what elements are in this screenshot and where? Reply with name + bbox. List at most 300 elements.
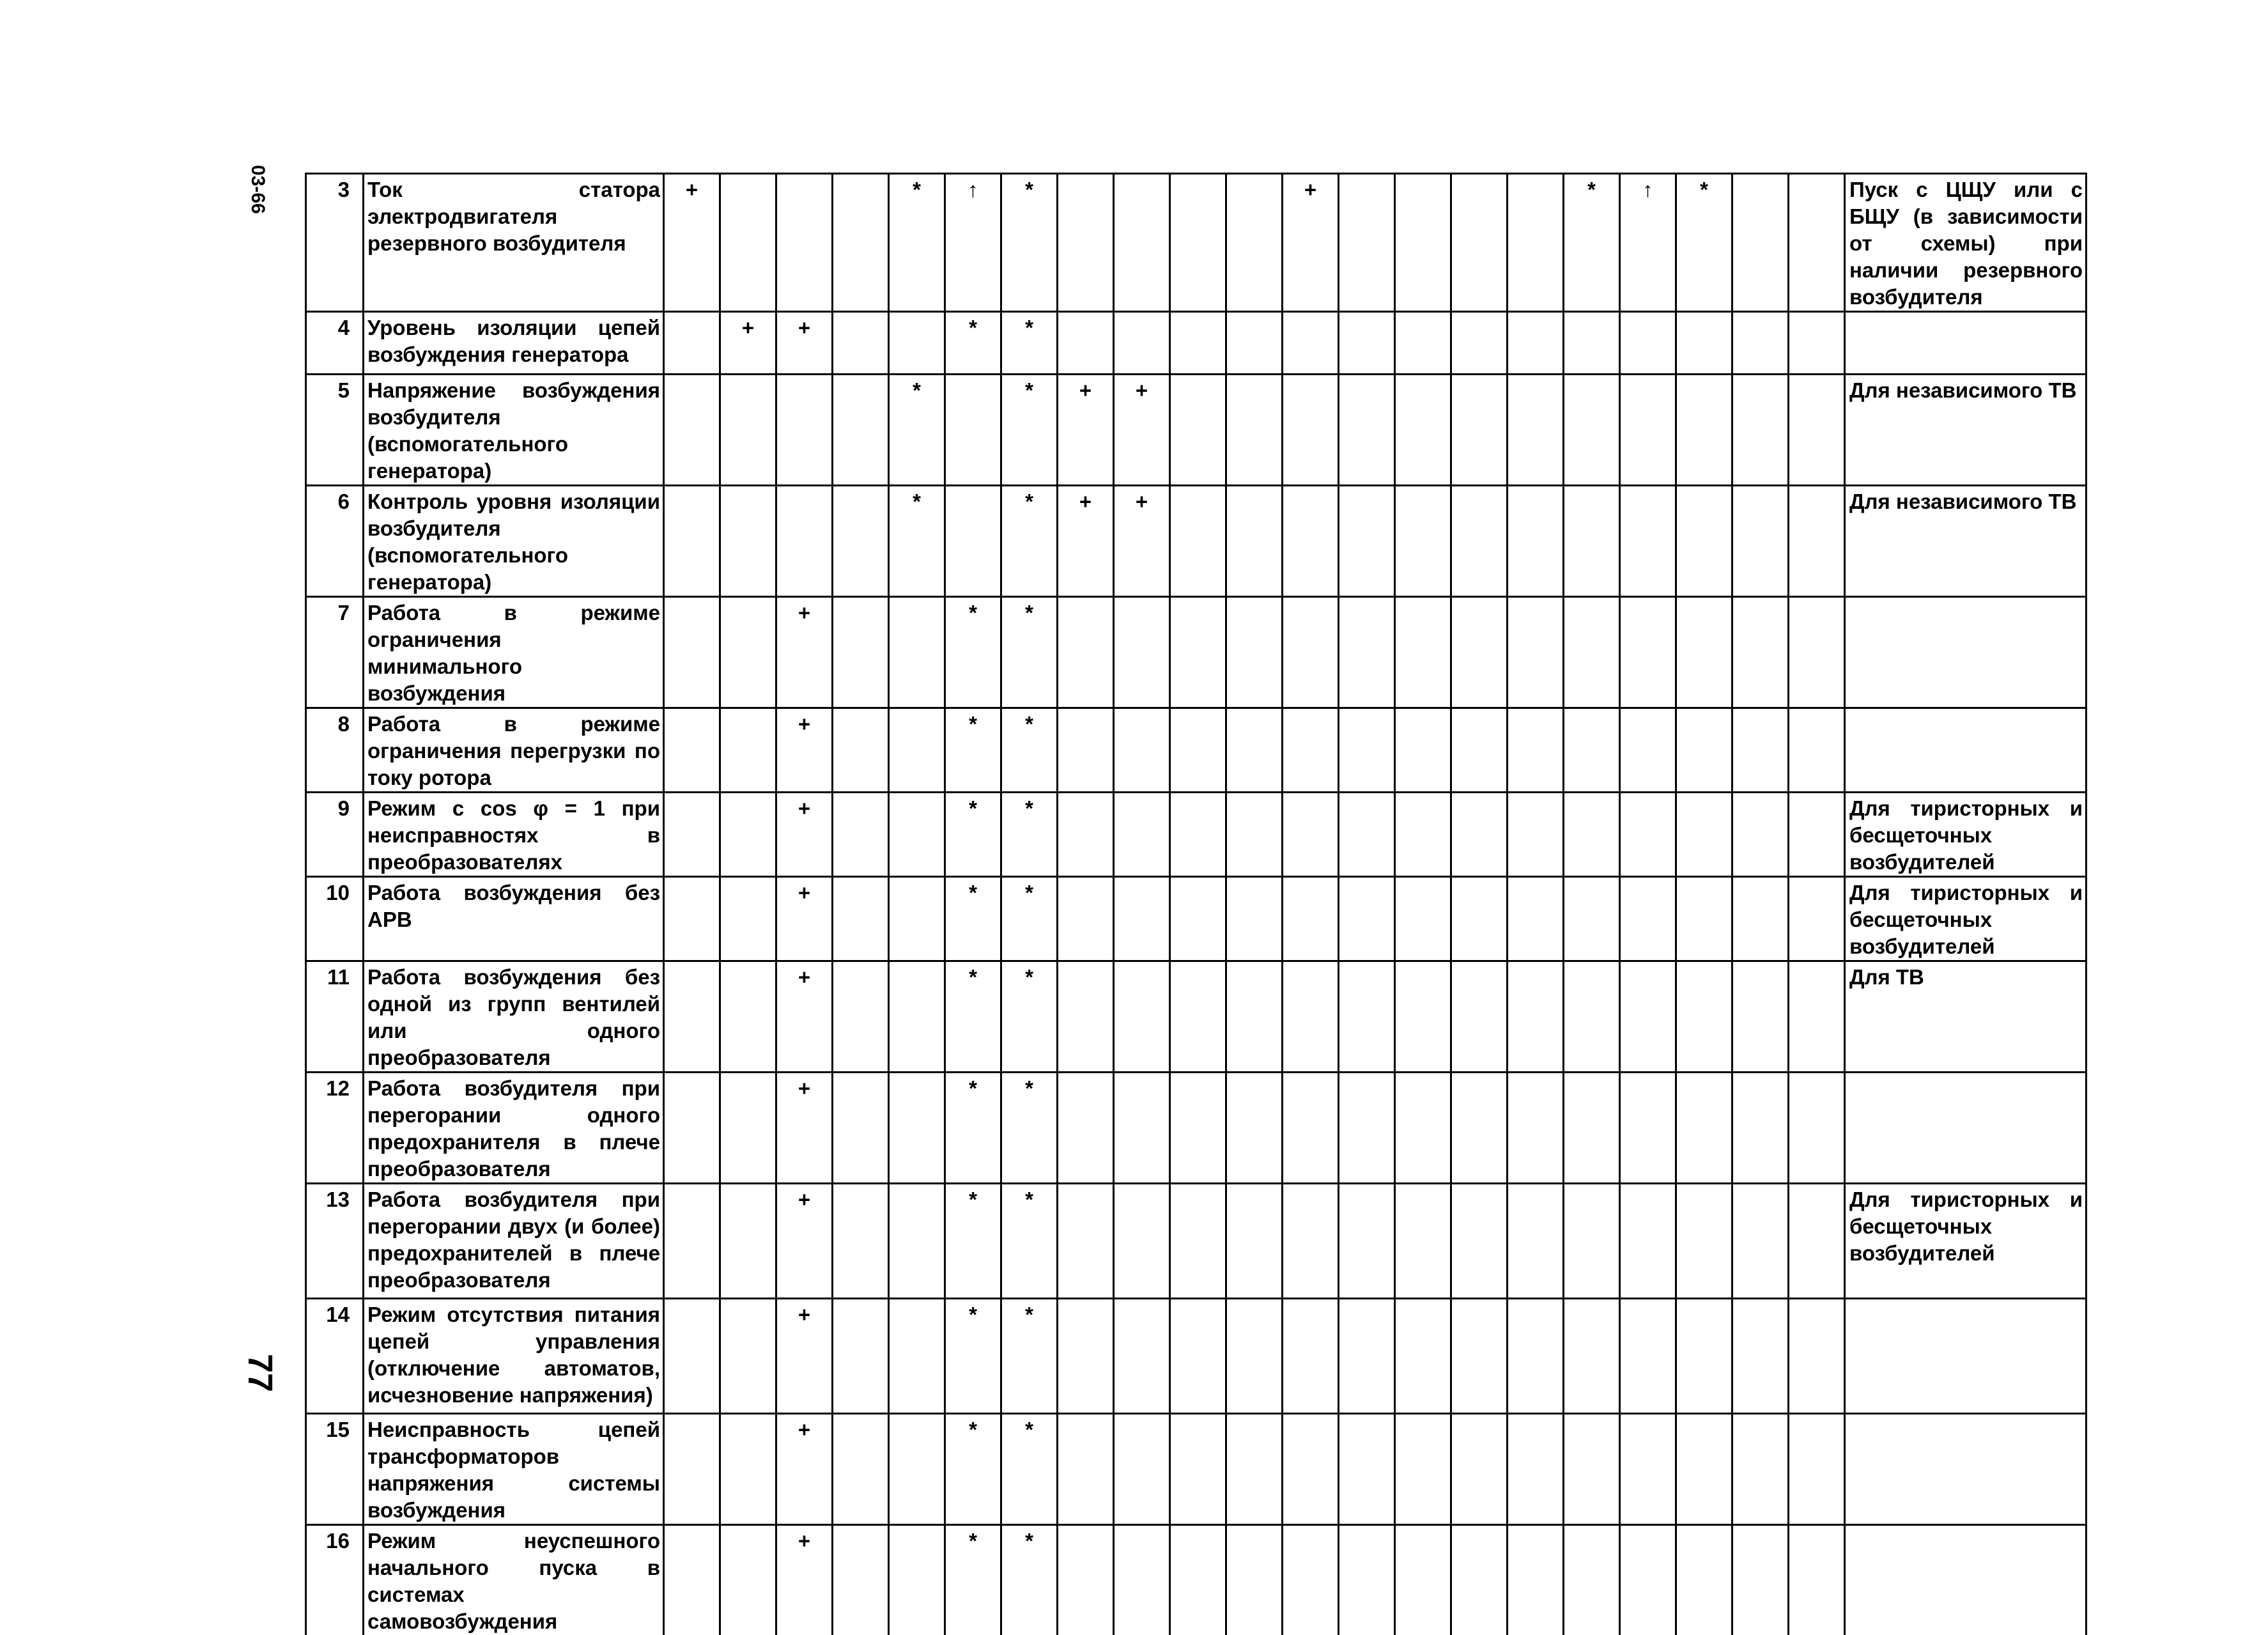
mark-cell xyxy=(1620,312,1676,375)
mark-cell xyxy=(1395,708,1451,793)
mark-cell xyxy=(833,312,889,375)
mark-cell xyxy=(1451,877,1508,961)
table-row xyxy=(306,1184,2087,1299)
mark-cell xyxy=(1170,961,1226,1073)
mark-cell: * xyxy=(1001,375,1058,486)
mark-cell xyxy=(720,961,776,1073)
mark-cell xyxy=(1508,793,1564,877)
mark-cell xyxy=(1676,312,1732,375)
mark-cell xyxy=(1789,375,1845,486)
mark-cell xyxy=(1283,1414,1339,1525)
mark-cell xyxy=(1339,1299,1395,1414)
mark-cell xyxy=(664,1073,720,1184)
mark-cell xyxy=(1564,877,1620,961)
mark-cell xyxy=(1114,708,1170,793)
mark-cell xyxy=(1451,375,1508,486)
mark-cell xyxy=(1114,1525,1170,1635)
mark-cell xyxy=(1732,1525,1789,1635)
mark-cell xyxy=(776,174,833,312)
mark-cell xyxy=(1676,486,1732,597)
mark-cell xyxy=(1564,375,1620,486)
mark-cell xyxy=(889,961,945,1073)
row-note: Для тиристорных и бесщеточных возбудителей xyxy=(1845,877,2087,961)
mark-cell xyxy=(1508,708,1564,793)
mark-cell xyxy=(1395,312,1451,375)
mark-cell: * xyxy=(945,1073,1001,1184)
mark-cell xyxy=(945,486,1001,597)
mark-cell xyxy=(776,375,833,486)
row-description: Неисправность цепей трансформаторов напряжения системы возбуждения xyxy=(364,1414,664,1525)
row-number: 5 xyxy=(306,375,364,486)
mark-cell: * xyxy=(1001,961,1058,1073)
mark-cell xyxy=(1451,1184,1508,1299)
mark-cell xyxy=(1170,708,1226,793)
mark-cell xyxy=(1058,877,1114,961)
mark-cell xyxy=(1789,312,1845,375)
mark-cell: * xyxy=(945,877,1001,961)
mark-cell xyxy=(1339,1184,1395,1299)
table-row xyxy=(306,1299,2087,1414)
mark-cell xyxy=(1395,877,1451,961)
mark-cell xyxy=(664,793,720,877)
mark-cell xyxy=(889,1299,945,1414)
mark-cell xyxy=(1283,597,1339,708)
table-body xyxy=(306,174,2087,1635)
mark-cell: ↑ xyxy=(1620,174,1676,312)
mark-cell xyxy=(1226,312,1283,375)
mark-cell xyxy=(664,877,720,961)
mark-cell xyxy=(1732,174,1789,312)
mark-cell xyxy=(1058,312,1114,375)
mark-cell: * xyxy=(1676,174,1732,312)
mark-cell: + xyxy=(1058,486,1114,597)
mark-cell xyxy=(1114,961,1170,1073)
mark-cell xyxy=(1395,793,1451,877)
mark-cell xyxy=(1789,1525,1845,1635)
mark-cell xyxy=(1676,877,1732,961)
mark-cell xyxy=(1226,1525,1283,1635)
mark-cell xyxy=(1451,1525,1508,1635)
mark-cell xyxy=(1620,1184,1676,1299)
mark-cell xyxy=(720,1299,776,1414)
mark-cell xyxy=(1339,793,1395,877)
mark-cell xyxy=(1339,1414,1395,1525)
row-description: Напряжение возбуждения возбудителя (вспомогательного генератора) xyxy=(364,375,664,486)
mark-cell xyxy=(1676,793,1732,877)
mark-cell xyxy=(776,486,833,597)
mark-cell: + xyxy=(1058,375,1114,486)
mark-cell xyxy=(889,1414,945,1525)
mark-cell xyxy=(1676,597,1732,708)
row-number: 11 xyxy=(306,961,364,1073)
mark-cell xyxy=(1676,1414,1732,1525)
mark-cell: * xyxy=(945,1184,1001,1299)
mark-cell xyxy=(945,375,1001,486)
mark-cell: + xyxy=(776,312,833,375)
mark-cell xyxy=(1170,375,1226,486)
mark-cell xyxy=(720,1525,776,1635)
mark-cell xyxy=(664,1525,720,1635)
mark-cell xyxy=(1564,1073,1620,1184)
mark-cell: * xyxy=(1001,1525,1058,1635)
mark-cell: * xyxy=(1001,1414,1058,1525)
mark-cell xyxy=(1226,961,1283,1073)
mark-cell xyxy=(1114,1184,1170,1299)
mark-cell xyxy=(1395,375,1451,486)
mark-cell xyxy=(1508,486,1564,597)
mark-cell xyxy=(1170,793,1226,877)
mark-cell xyxy=(1789,877,1845,961)
mark-cell xyxy=(1058,1184,1114,1299)
mark-cell xyxy=(1114,174,1170,312)
row-number: 14 xyxy=(306,1299,364,1414)
mark-cell xyxy=(833,708,889,793)
mark-cell xyxy=(1620,486,1676,597)
row-description: Работа в режиме ограничения перегрузки по току ротора xyxy=(364,708,664,793)
row-number: 10 xyxy=(306,877,364,961)
table-row xyxy=(306,793,2087,877)
mark-cell xyxy=(1114,597,1170,708)
mark-cell xyxy=(720,375,776,486)
row-note xyxy=(1845,312,2087,375)
mark-cell xyxy=(664,486,720,597)
mark-cell xyxy=(1508,1525,1564,1635)
mark-cell xyxy=(1732,961,1789,1073)
mark-cell xyxy=(1170,1299,1226,1414)
mark-cell xyxy=(1732,708,1789,793)
mark-cell xyxy=(1789,174,1845,312)
mark-cell: + xyxy=(1114,486,1170,597)
mark-cell xyxy=(1789,597,1845,708)
mark-cell xyxy=(833,375,889,486)
mark-cell xyxy=(664,1414,720,1525)
mark-cell xyxy=(889,1184,945,1299)
mark-cell xyxy=(833,486,889,597)
mark-cell: * xyxy=(1001,877,1058,961)
mark-cell: * xyxy=(945,708,1001,793)
mark-cell xyxy=(1395,486,1451,597)
mark-cell xyxy=(833,597,889,708)
mark-cell xyxy=(1283,708,1339,793)
mark-cell: + xyxy=(776,1299,833,1414)
mark-cell xyxy=(1339,877,1395,961)
mark-cell xyxy=(1170,1414,1226,1525)
mark-cell xyxy=(664,375,720,486)
mark-cell xyxy=(889,793,945,877)
table-row xyxy=(306,312,2087,375)
mark-cell xyxy=(1170,1073,1226,1184)
mark-cell xyxy=(1508,375,1564,486)
table-row xyxy=(306,1073,2087,1184)
mark-cell: * xyxy=(1001,1073,1058,1184)
mark-cell xyxy=(1283,1184,1339,1299)
mark-cell xyxy=(833,961,889,1073)
mark-cell xyxy=(1283,1299,1339,1414)
mark-cell xyxy=(1339,312,1395,375)
row-number: 16 xyxy=(306,1525,364,1635)
mark-cell: * xyxy=(1001,597,1058,708)
mark-cell xyxy=(1564,1299,1620,1414)
row-description: Уровень изоляции цепей возбуждения генератора xyxy=(364,312,664,375)
row-note: Для независимого ТВ xyxy=(1845,486,2087,597)
mark-cell xyxy=(1508,1184,1564,1299)
mark-cell: * xyxy=(1001,174,1058,312)
mark-cell xyxy=(664,961,720,1073)
mark-cell xyxy=(1226,1184,1283,1299)
mark-cell: * xyxy=(889,174,945,312)
mark-cell xyxy=(720,1184,776,1299)
mark-cell: * xyxy=(945,597,1001,708)
mark-cell xyxy=(889,877,945,961)
row-number: 12 xyxy=(306,1073,364,1184)
mark-cell xyxy=(1620,375,1676,486)
mark-cell xyxy=(1339,1525,1395,1635)
mark-cell xyxy=(1226,1073,1283,1184)
table-row xyxy=(306,877,2087,961)
row-note xyxy=(1845,1414,2087,1525)
mark-cell xyxy=(1508,877,1564,961)
mark-cell xyxy=(1451,597,1508,708)
mark-cell: + xyxy=(720,312,776,375)
row-description: Работа возбуждения без одной из групп вентилей или одного преобразователя xyxy=(364,961,664,1073)
mark-cell xyxy=(1564,486,1620,597)
mark-cell xyxy=(664,597,720,708)
mark-cell xyxy=(889,312,945,375)
mark-cell xyxy=(1339,1073,1395,1184)
mark-cell xyxy=(1620,1299,1676,1414)
mark-cell xyxy=(1395,1073,1451,1184)
row-number: 6 xyxy=(306,486,364,597)
mark-cell xyxy=(1170,597,1226,708)
mark-cell xyxy=(1451,793,1508,877)
mark-cell xyxy=(1732,312,1789,375)
mark-cell: * xyxy=(945,961,1001,1073)
mark-cell: * xyxy=(945,793,1001,877)
row-number: 15 xyxy=(306,1414,364,1525)
row-note xyxy=(1845,708,2087,793)
mark-cell xyxy=(1170,312,1226,375)
table-row xyxy=(306,375,2087,486)
mark-cell xyxy=(1732,1073,1789,1184)
mark-cell xyxy=(1508,597,1564,708)
mark-cell xyxy=(1395,1299,1451,1414)
test-matrix-table xyxy=(305,173,2087,1635)
mark-cell xyxy=(1451,961,1508,1073)
mark-cell xyxy=(1620,1525,1676,1635)
mark-cell xyxy=(833,1184,889,1299)
document-code: 03-66 xyxy=(204,165,268,203)
mark-cell xyxy=(1283,312,1339,375)
row-description: Режим с cos φ = 1 при неисправностях в преобразователях xyxy=(364,793,664,877)
mark-cell xyxy=(720,708,776,793)
mark-cell: * xyxy=(889,486,945,597)
mark-cell xyxy=(1789,1299,1845,1414)
mark-cell xyxy=(1226,1299,1283,1414)
mark-cell xyxy=(833,174,889,312)
mark-cell xyxy=(1058,1525,1114,1635)
mark-cell xyxy=(1789,1414,1845,1525)
mark-cell xyxy=(1226,375,1283,486)
mark-cell xyxy=(720,1414,776,1525)
mark-cell xyxy=(1564,1184,1620,1299)
row-note xyxy=(1845,597,2087,708)
mark-cell xyxy=(1114,1299,1170,1414)
mark-cell xyxy=(1226,597,1283,708)
table-row xyxy=(306,597,2087,708)
mark-cell xyxy=(1058,174,1114,312)
mark-cell xyxy=(1676,1184,1732,1299)
mark-cell xyxy=(1732,1414,1789,1525)
mark-cell xyxy=(1732,375,1789,486)
mark-cell xyxy=(1451,1299,1508,1414)
mark-cell: * xyxy=(1001,1299,1058,1414)
mark-cell: * xyxy=(945,1414,1001,1525)
mark-cell: + xyxy=(776,961,833,1073)
mark-cell xyxy=(1508,174,1564,312)
mark-cell xyxy=(1451,174,1508,312)
mark-cell xyxy=(1451,1414,1508,1525)
mark-cell xyxy=(1226,708,1283,793)
mark-cell xyxy=(720,597,776,708)
mark-cell xyxy=(1339,375,1395,486)
mark-cell xyxy=(1283,961,1339,1073)
mark-cell xyxy=(1620,793,1676,877)
mark-cell xyxy=(1620,877,1676,961)
mark-cell xyxy=(1564,793,1620,877)
mark-cell xyxy=(1058,1414,1114,1525)
mark-cell: * xyxy=(889,375,945,486)
row-number: 4 xyxy=(306,312,364,375)
mark-cell xyxy=(1170,1184,1226,1299)
mark-cell xyxy=(1676,1073,1732,1184)
row-description: Работа возбуждения без АРВ xyxy=(364,877,664,961)
mark-cell xyxy=(1395,174,1451,312)
mark-cell xyxy=(1283,793,1339,877)
row-number: 13 xyxy=(306,1184,364,1299)
mark-cell xyxy=(1732,597,1789,708)
mark-cell xyxy=(1114,1414,1170,1525)
mark-cell xyxy=(1676,375,1732,486)
mark-cell xyxy=(889,1525,945,1635)
mark-cell xyxy=(1789,1184,1845,1299)
mark-cell xyxy=(1114,793,1170,877)
row-note: Пуск с ЦЩУ или с БЩУ (в зависимости от схемы) при наличии резервного возбудителя xyxy=(1845,174,2087,312)
mark-cell: * xyxy=(1001,708,1058,793)
row-description: Контроль уровня изоляции возбудителя (вспомогательного генератора) xyxy=(364,486,664,597)
mark-cell xyxy=(1114,1073,1170,1184)
row-number: 7 xyxy=(306,597,364,708)
row-note xyxy=(1845,1299,2087,1414)
mark-cell: * xyxy=(1001,1184,1058,1299)
mark-cell xyxy=(720,1073,776,1184)
mark-cell xyxy=(833,1525,889,1635)
mark-cell xyxy=(1620,1073,1676,1184)
mark-cell xyxy=(720,877,776,961)
mark-cell: * xyxy=(945,1299,1001,1414)
mark-cell xyxy=(1226,174,1283,312)
mark-cell: + xyxy=(776,708,833,793)
row-note: Для независимого ТВ xyxy=(1845,375,2087,486)
row-number: 9 xyxy=(306,793,364,877)
mark-cell: ↑ xyxy=(945,174,1001,312)
table-row xyxy=(306,1525,2087,1635)
mark-cell: + xyxy=(776,597,833,708)
mark-cell xyxy=(1170,174,1226,312)
mark-cell xyxy=(1732,1184,1789,1299)
mark-cell: * xyxy=(1001,312,1058,375)
mark-cell xyxy=(1508,312,1564,375)
mark-cell xyxy=(1114,877,1170,961)
mark-cell xyxy=(1114,312,1170,375)
mark-cell xyxy=(664,1184,720,1299)
mark-cell xyxy=(1226,486,1283,597)
mark-cell xyxy=(1451,312,1508,375)
table-row xyxy=(306,1414,2087,1525)
table-row xyxy=(306,486,2087,597)
mark-cell xyxy=(1732,486,1789,597)
mark-cell xyxy=(1789,486,1845,597)
mark-cell xyxy=(833,877,889,961)
mark-cell xyxy=(1732,793,1789,877)
mark-cell xyxy=(1732,877,1789,961)
mark-cell: * xyxy=(1564,174,1620,312)
mark-cell xyxy=(1226,877,1283,961)
mark-cell: + xyxy=(776,1414,833,1525)
mark-cell xyxy=(1564,708,1620,793)
mark-cell: + xyxy=(776,793,833,877)
mark-cell xyxy=(833,1299,889,1414)
mark-cell xyxy=(1508,1299,1564,1414)
mark-cell xyxy=(1058,1299,1114,1414)
row-note: Для ТВ xyxy=(1845,961,2087,1073)
mark-cell: * xyxy=(945,312,1001,375)
mark-cell xyxy=(1283,1525,1339,1635)
row-description: Работа возбудителя при перегорании двух (и более) предохранителей в плече преобразователя xyxy=(364,1184,664,1299)
mark-cell xyxy=(1564,1525,1620,1635)
mark-cell xyxy=(1564,961,1620,1073)
mark-cell xyxy=(1395,961,1451,1073)
mark-cell xyxy=(1058,961,1114,1073)
row-note: Для тиристорных и бесщеточных возбудителей xyxy=(1845,1184,2087,1299)
mark-cell xyxy=(1339,486,1395,597)
mark-cell xyxy=(833,793,889,877)
mark-cell xyxy=(1058,708,1114,793)
mark-cell xyxy=(720,486,776,597)
mark-cell xyxy=(1676,961,1732,1073)
mark-cell xyxy=(1732,1299,1789,1414)
mark-cell: * xyxy=(1001,793,1058,877)
mark-cell: + xyxy=(776,1525,833,1635)
table-row xyxy=(306,708,2087,793)
mark-cell xyxy=(1283,375,1339,486)
mark-cell xyxy=(1789,1073,1845,1184)
mark-cell xyxy=(1058,793,1114,877)
mark-cell xyxy=(1170,877,1226,961)
mark-cell xyxy=(1283,486,1339,597)
mark-cell xyxy=(720,174,776,312)
row-description: Работа возбудителя при перегорании одного предохранителя в плече преобразователя xyxy=(364,1073,664,1184)
mark-cell xyxy=(1395,1525,1451,1635)
mark-cell xyxy=(833,1073,889,1184)
mark-cell xyxy=(664,708,720,793)
row-note xyxy=(1845,1073,2087,1184)
mark-cell: * xyxy=(945,1525,1001,1635)
mark-cell xyxy=(1339,961,1395,1073)
row-description: Ток статора электродвигателя резервного возбудителя xyxy=(364,174,664,312)
row-description: Режим неуспешного начального пуска в системах самовозбуждения xyxy=(364,1525,664,1635)
row-number: 3 xyxy=(306,174,364,312)
mark-cell xyxy=(1170,486,1226,597)
